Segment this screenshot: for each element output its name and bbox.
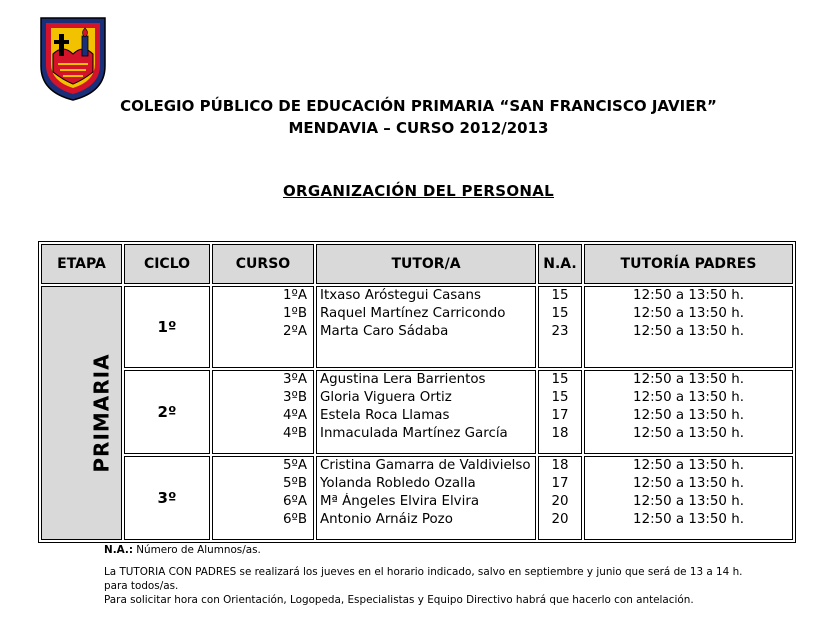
student-count: 18 bbox=[551, 458, 569, 473]
student-count: 23 bbox=[551, 324, 569, 339]
table-row bbox=[41, 370, 793, 454]
tutoring-hours: 12:50 a 13:50 h. bbox=[633, 390, 744, 405]
tutoring-hours: 12:50 a 13:50 h. bbox=[633, 512, 744, 527]
table-row bbox=[41, 286, 793, 368]
course: 4ºB bbox=[282, 426, 307, 441]
section-title: ORGANIZACIÓN DEL PERSONAL bbox=[282, 182, 554, 200]
header-ciclo: CICLO bbox=[124, 244, 210, 284]
tutor-name: Marta Caro Sádaba bbox=[320, 324, 449, 339]
na-legend-text: Número de Alumnos/as. bbox=[132, 544, 261, 556]
tutoring-hours: 12:50 a 13:50 h. bbox=[633, 426, 744, 441]
course-cell bbox=[212, 456, 314, 540]
tutor-name: Cristina Gamarra de Valdivielso bbox=[320, 458, 531, 473]
tutor-name: Agustina Lera Barrientos bbox=[320, 372, 486, 387]
tutoring-hours: 12:50 a 13:50 h. bbox=[633, 494, 744, 509]
course: 6ºA bbox=[283, 494, 307, 509]
tutor-name: Inmaculada Martínez García bbox=[320, 426, 508, 441]
table-header-row bbox=[41, 244, 793, 284]
tutoring-hours: 12:50 a 13:50 h. bbox=[633, 476, 744, 491]
tutor-cell bbox=[316, 286, 536, 368]
tutor-name: Gloria Viguera Ortiz bbox=[320, 390, 452, 405]
header-tutor: TUTOR/A bbox=[316, 244, 536, 284]
hours-cell bbox=[584, 370, 793, 454]
na-legend-label: N.A.: bbox=[104, 544, 133, 556]
tutoring-note: La TUTORIA CON PADRES se realizará los jueves en el horario indicado, salvo en septiembre y junio que será de 13 a 14 h. para todos/as. bbox=[104, 566, 743, 592]
student-count: 18 bbox=[551, 426, 569, 441]
stage-cell bbox=[41, 286, 122, 540]
tutoring-hours: 12:50 a 13:50 h. bbox=[633, 408, 744, 423]
course-cell bbox=[212, 286, 314, 368]
tutoring-hours: 12:50 a 13:50 h. bbox=[633, 306, 744, 321]
tutor-name: Mª Ángeles Elvira Elvira bbox=[320, 494, 480, 509]
tutoring-hours: 12:50 a 13:50 h. bbox=[633, 458, 744, 473]
course: 5ºA bbox=[283, 458, 307, 473]
header-curso: CURSO bbox=[212, 244, 314, 284]
student-count: 15 bbox=[551, 390, 569, 405]
appointment-note: Para solicitar hora con Orientación, Logopeda, Especialistas y Equipo Directivo habrá que hacerlo con antelación. bbox=[104, 594, 694, 606]
cycle-label: 2º bbox=[124, 370, 210, 454]
na-cell bbox=[538, 286, 582, 368]
course: 1ºA bbox=[283, 288, 307, 303]
tutoring-hours: 12:50 a 13:50 h. bbox=[633, 288, 744, 303]
header-etapa: ETAPA bbox=[41, 244, 122, 284]
course: 4ºA bbox=[283, 408, 307, 423]
student-count: 17 bbox=[551, 476, 569, 491]
stage-label: PRIMARIA bbox=[89, 353, 114, 473]
table-row bbox=[41, 456, 793, 540]
tutoring-hours: 12:50 a 13:50 h. bbox=[633, 372, 744, 387]
student-count: 20 bbox=[551, 512, 569, 527]
student-count: 17 bbox=[551, 408, 569, 423]
student-count: 15 bbox=[551, 288, 569, 303]
na-legend bbox=[104, 543, 744, 557]
school-name: COLEGIO PÚBLICO DE EDUCACIÓN PRIMARIA “SAN FRANCISCO JAVIER” bbox=[120, 97, 717, 115]
tutor-name: Estela Roca Llamas bbox=[320, 408, 450, 423]
course: 3ºA bbox=[283, 372, 307, 387]
course-cell bbox=[212, 370, 314, 454]
student-count: 15 bbox=[551, 306, 569, 321]
course: 3ºB bbox=[282, 390, 307, 405]
tutor-cell bbox=[316, 456, 536, 540]
course: 5ºB bbox=[282, 476, 307, 491]
student-count: 20 bbox=[551, 494, 569, 509]
header-na: N.A. bbox=[538, 244, 582, 284]
tutor-cell bbox=[316, 370, 536, 454]
cycle-label: 3º bbox=[124, 456, 210, 540]
staff-table bbox=[38, 241, 796, 543]
school-crest-icon bbox=[38, 14, 108, 102]
course: 6ºB bbox=[282, 512, 307, 527]
cycle-label: 1º bbox=[124, 286, 210, 368]
course: 2ºA bbox=[283, 324, 307, 339]
na-cell bbox=[538, 456, 582, 540]
na-cell bbox=[538, 370, 582, 454]
tutor-name: Yolanda Robledo Ozalla bbox=[320, 476, 476, 491]
tutor-name: Raquel Martínez Carricondo bbox=[320, 306, 506, 321]
school-location-year: MENDAVIA – CURSO 2012/2013 bbox=[288, 119, 549, 137]
course: 1ºB bbox=[282, 306, 307, 321]
tutoring-hours: 12:50 a 13:50 h. bbox=[633, 324, 744, 339]
hours-cell bbox=[584, 286, 793, 368]
header-tutoria-padres: TUTORÍA PADRES bbox=[584, 244, 793, 284]
tutor-name: Itxaso Aróstegui Casans bbox=[320, 288, 481, 303]
hours-cell bbox=[584, 456, 793, 540]
tutor-name: Antonio Arnáiz Pozo bbox=[320, 512, 453, 527]
student-count: 15 bbox=[551, 372, 569, 387]
